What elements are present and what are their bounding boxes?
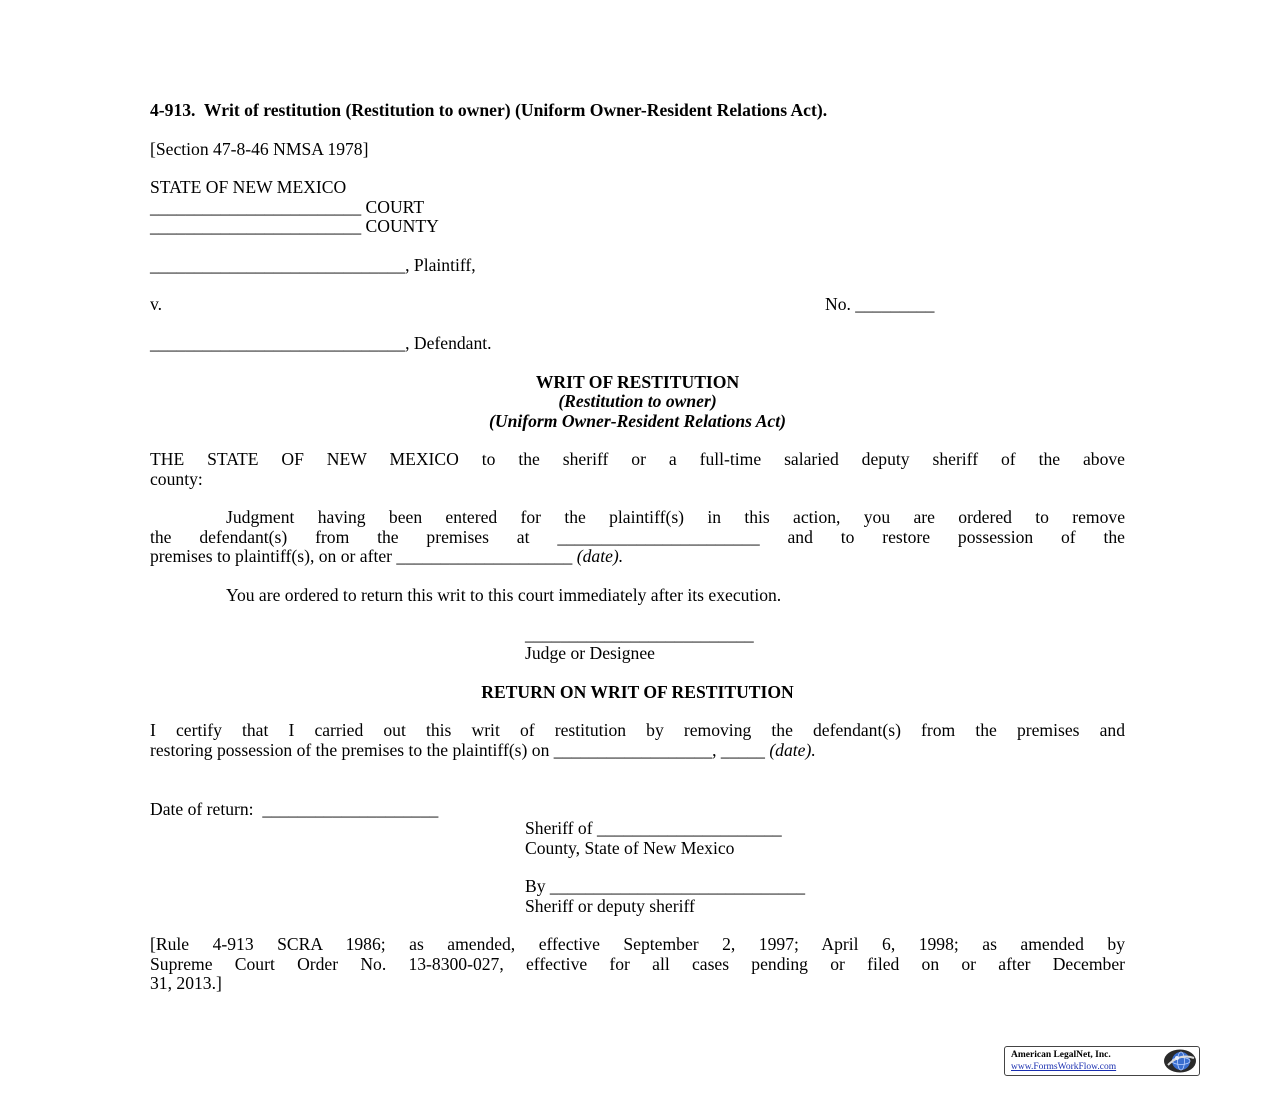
rule-note-line: Supreme Court Order No. 13-8300-027, effective for all cases pending or filed on or after December [150, 953, 1125, 974]
by-signature-line: By _____________________________ [525, 876, 806, 896]
writ-order-line [150, 547, 1125, 567]
rule-note-paragraph [150, 935, 1125, 994]
writ-address-line: county: [150, 468, 203, 489]
return-certify-line: I certify that I carried out this writ of restitution by removing the defendant(s) from the premises and [150, 720, 1125, 740]
american-legalnet-logo[interactable] [1004, 1046, 1200, 1076]
sheriff-signature-label: Sheriff or deputy sheriff [525, 896, 695, 916]
judge-signature-label: Judge or Designee [525, 643, 655, 663]
sheriff-of-line: Sheriff of _____________________ [525, 818, 782, 838]
date-label: (date). [576, 546, 624, 566]
rule-note-line: [Rule 4-913 SCRA 1986; as amended, effective September 2, 1997; April 6, 1998; as amended by [150, 934, 1125, 954]
logo-url-link[interactable]: www.FormsWorkFlow.com [1011, 1062, 1117, 1072]
writ-order-line-text: premises to plaintiff(s), on or after ____________________ [150, 546, 577, 566]
date-of-return-line: Date of return: ____________________ [150, 799, 439, 819]
caption-county-line: ________________________ COUNTY [150, 216, 439, 236]
caption-plaintiff-line: _____________________________, Plaintiff, [150, 255, 476, 275]
form-heading: 4-913. Writ of restitution (Restitution to owner) (Uniform Owner-Resident Relations Act). [150, 100, 828, 120]
writ-order-line: the defendant(s) from the premises at _______________________ and to restore possession of the [150, 526, 1125, 547]
return-certify-line [150, 741, 1125, 761]
writ-subtitle-restitution: (Restitution to owner) [558, 391, 717, 411]
writ-address-paragraph [150, 450, 1125, 489]
caption-versus: v. [150, 294, 163, 314]
county-state-line: County, State of New Mexico [525, 838, 735, 858]
return-certify-line-text: restoring possession of the premises to the plaintiff(s) on __________________, _____ [150, 739, 770, 760]
caption-state: STATE OF NEW MEXICO [150, 177, 347, 197]
caption-defendant-line: _____________________________, Defendant. [150, 333, 492, 353]
date-label: (date). [769, 739, 816, 760]
writ-title: WRIT OF RESTITUTION [535, 372, 740, 392]
writ-address-line: THE STATE OF NEW MEXICO to the sheriff or a full-time salaried deputy sheriff of the above [150, 449, 1125, 469]
caption-court-line: ________________________ COURT [150, 197, 425, 217]
return-title: RETURN ON WRIT OF RESTITUTION [481, 682, 794, 702]
writ-order-paragraph [150, 508, 1125, 567]
return-certify-paragraph [150, 721, 1125, 760]
caption-case-number: No. _________ [825, 294, 935, 314]
logo-company-name: American LegalNet, Inc. [1011, 1050, 1111, 1060]
statute-reference: [Section 47-8-46 NMSA 1978] [150, 139, 369, 159]
judge-signature-blank: __________________________ [525, 624, 754, 644]
writ-return-order: You are ordered to return this writ to this court immediately after its execution. [226, 585, 782, 605]
globe-icon [1163, 1048, 1197, 1074]
writ-subtitle-act: (Uniform Owner-Resident Relations Act) [489, 411, 786, 431]
rule-note-line: 31, 2013.] [150, 973, 222, 993]
writ-order-line: Judgment having been entered for the plaintiff(s) in this action, you are ordered to remove [226, 507, 1125, 527]
